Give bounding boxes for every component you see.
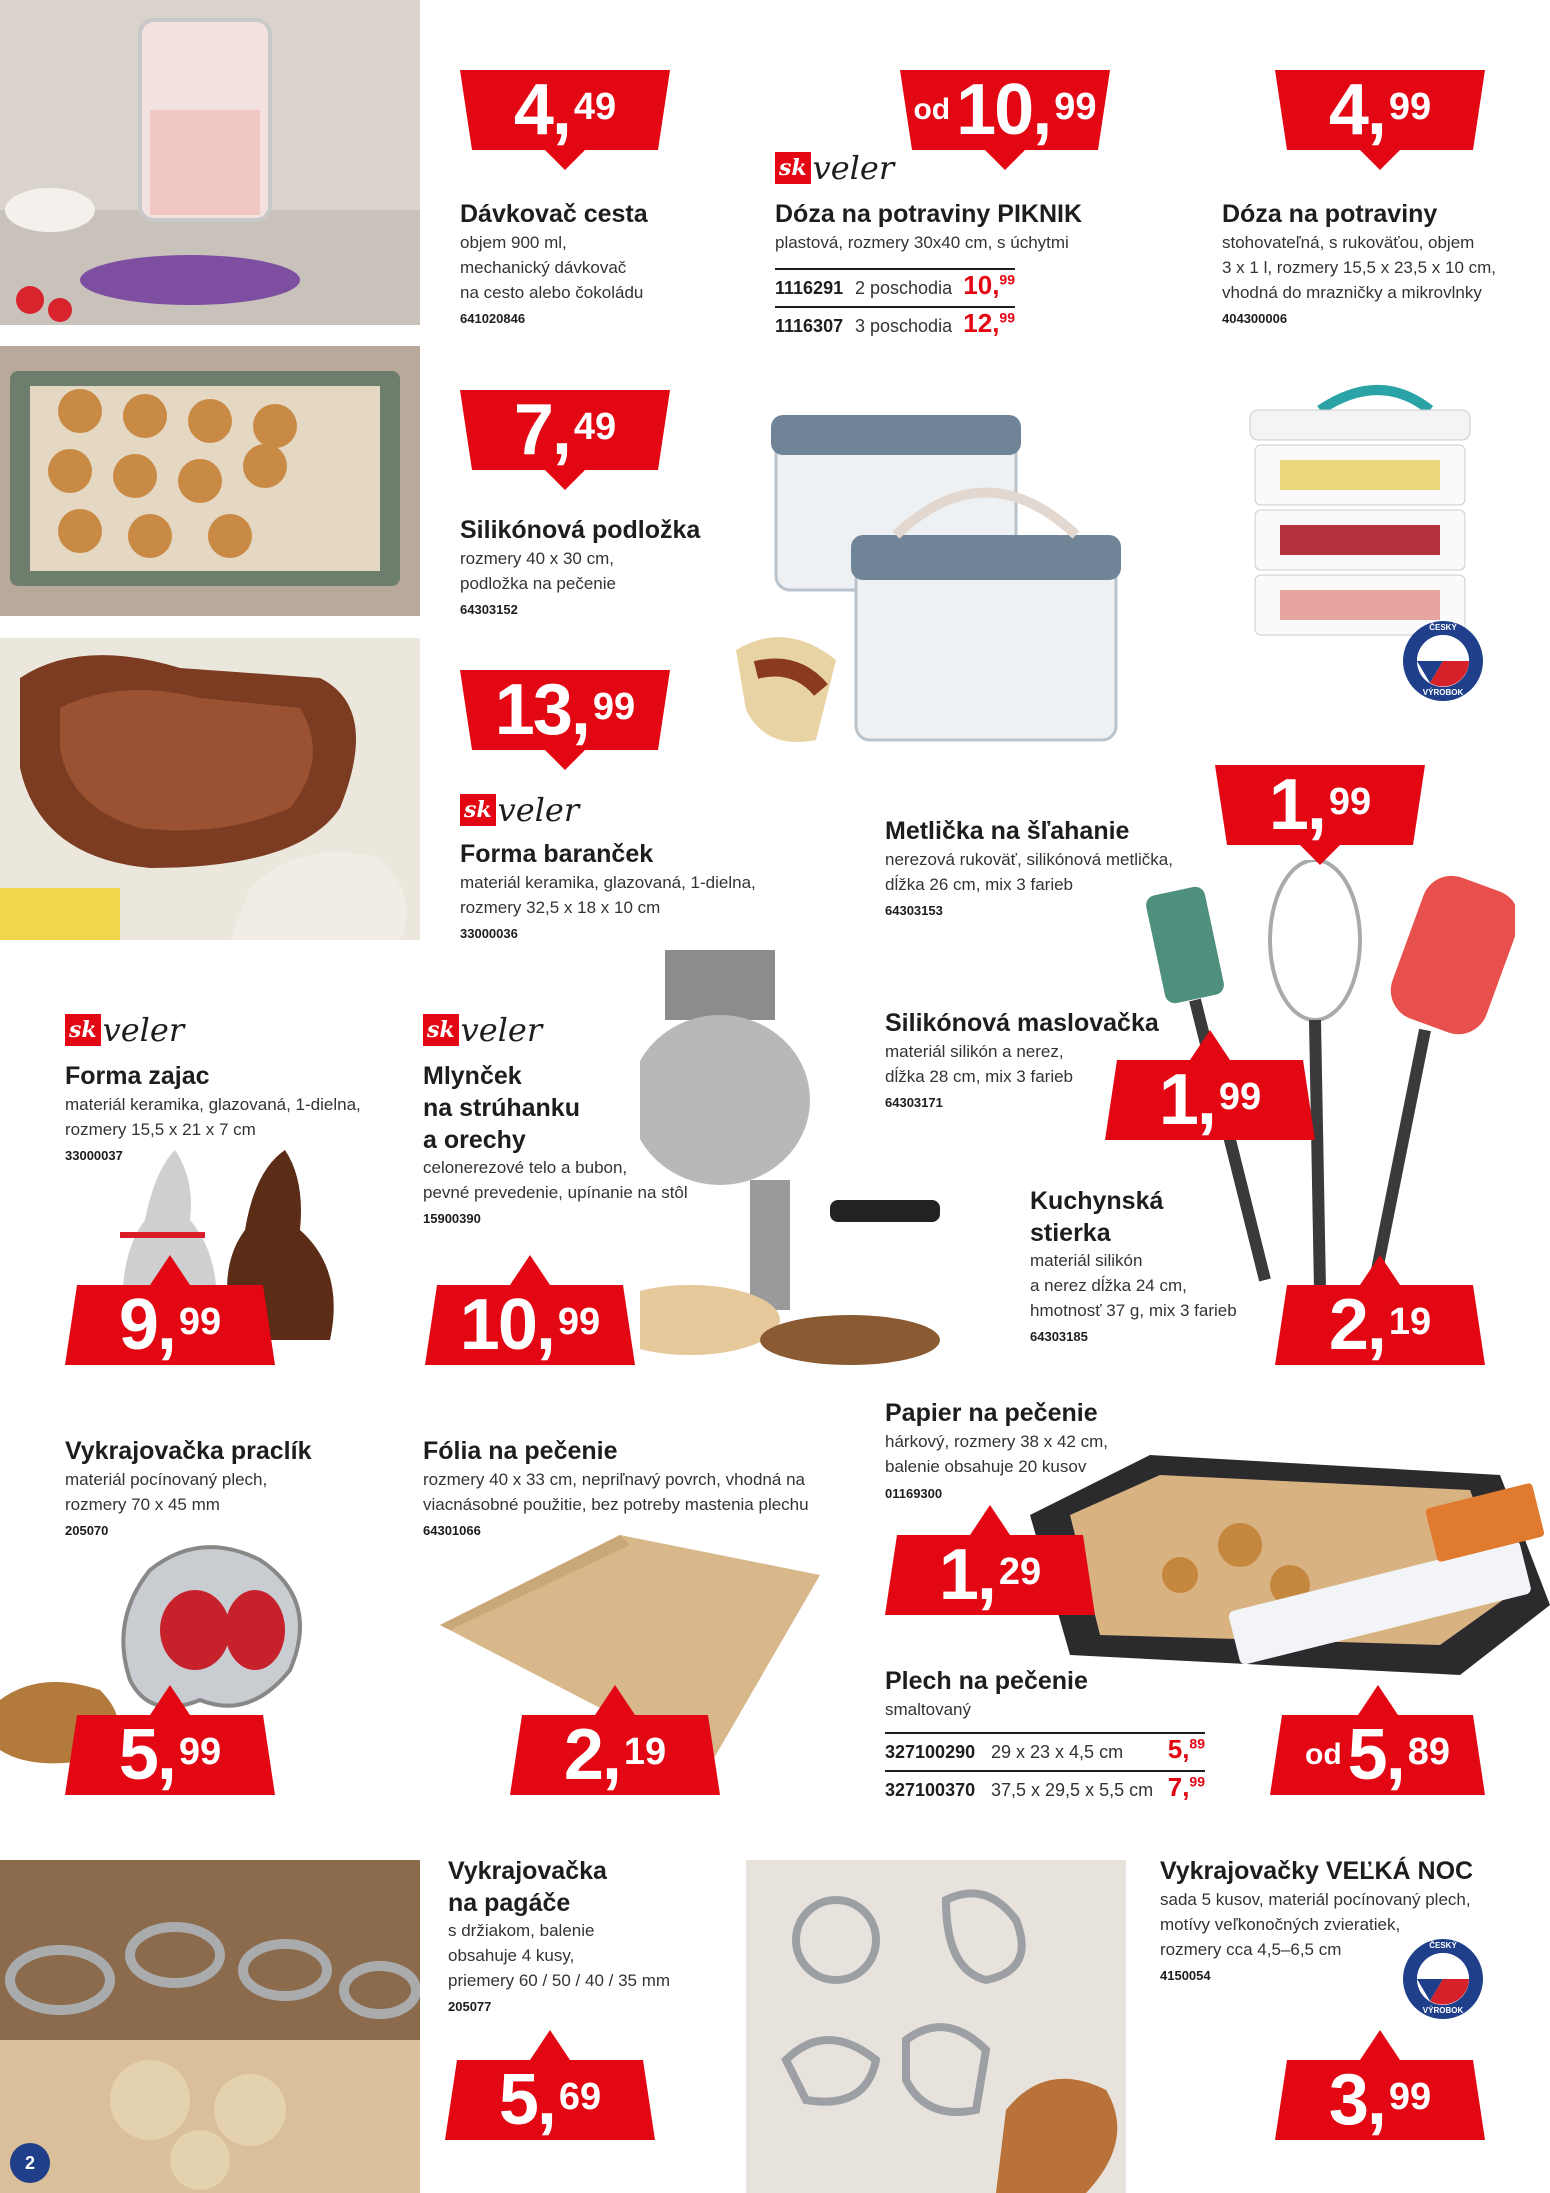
product-title-velka-noc: Vykrajovačky VEĽKÁ NOC <box>1160 1857 1474 1885</box>
brand-logo-skveler: sk veler <box>460 790 579 830</box>
price-tag-baranek: 13 , 99 <box>460 670 670 770</box>
product-desc-plech: smaltovaný <box>885 1700 971 1719</box>
pagace-photo <box>0 1860 420 2193</box>
price-tag-doza: 4 , 99 <box>1275 70 1485 170</box>
product-title-doza: Dóza na potraviny <box>1222 200 1438 228</box>
product-title-baranek: Forma baranček <box>460 840 654 868</box>
price-tag-maslovacka: 1 , 99 <box>1105 1030 1315 1140</box>
doza-photo <box>1240 370 1480 660</box>
price-tag-praclik: 5 , 99 <box>65 1685 275 1795</box>
product-desc-doza: stohovateľná, s rukoväťou, objem 3 x 1 l, rozmery 15,5 x 23,5 x 10 cm, vhodná do mrazničky a mikrovlnky <box>1222 233 1497 302</box>
product-desc-folia: rozmery 40 x 33 cm, nepriľnavý povrch, vhodná na viacnásobné použitie, bez potreby mastenia plechu <box>423 1470 809 1514</box>
product-desc-stierka: materiál silikón a nerez dĺžka 24 cm, hmotnosť 37 g, mix 3 farieb <box>1030 1251 1237 1320</box>
product-title-stierka: Kuchynská stierka <box>1030 1187 1164 1247</box>
product-code-mlyncek: 15900390 <box>423 1211 481 1226</box>
product-code-stierka: 64303185 <box>1030 1329 1088 1344</box>
price-tag-plech: od 5 , 89 <box>1270 1685 1485 1795</box>
brand-logo-skveler: sk veler <box>65 1010 184 1050</box>
product-desc-praclik: materiál pocínovaný plech, rozmery 70 x 45 mm <box>65 1470 268 1514</box>
price-tag-doza-piknik: od 10 , 99 <box>900 70 1110 170</box>
cesky-vyrobok-badge: ČESKÝ VÝROBOK <box>1402 1938 1484 2020</box>
product-code-velka-noc: 4150054 <box>1160 1968 1211 1983</box>
price-tag-pagace: 5 , 69 <box>445 2030 655 2140</box>
product-title-pagace: Vykrajovačka na pagáče <box>448 1857 607 1917</box>
velka-noc-photo <box>746 1860 1126 2193</box>
product-code-maslovacka: 64303171 <box>885 1095 943 1110</box>
product-desc-podlozka: rozmery 40 x 30 cm, podložka na pečenie <box>460 549 616 593</box>
brand-logo-skveler: sk veler <box>423 1010 542 1050</box>
variant-table-plech <box>885 1732 1205 1808</box>
cesky-vyrobok-badge: ČESKÝ VÝROBOK <box>1402 620 1484 702</box>
podlozka-photo <box>0 346 420 616</box>
variant-row: 327100370 37,5 x 29,5 x 5,5 cm 7,99 <box>885 1770 1205 1808</box>
product-desc-baranek: materiál keramika, glazovaná, 1-dielna, rozmery 32,5 x 18 x 10 cm <box>460 873 756 917</box>
product-desc-maslovacka: materiál silikón a nerez, dĺžka 28 cm, mix 3 farieb <box>885 1042 1074 1086</box>
product-code-folia: 64301066 <box>423 1523 481 1538</box>
product-title-doza-piknik: Dóza na potraviny PIKNIK <box>775 200 1082 228</box>
product-code-papier: 01169300 <box>885 1486 943 1501</box>
variant-row: 327100290 29 x 23 x 4,5 cm 5,89 <box>885 1732 1205 1770</box>
product-code-pagace: 205077 <box>448 1999 492 2014</box>
product-code-zajac: 33000037 <box>65 1148 123 1163</box>
price-tag-stierka: 2 , 19 <box>1275 1255 1485 1365</box>
price-tag-velka-noc: 3 , 99 <box>1275 2030 1485 2140</box>
product-desc-metlicka: nerezová rukoväť, silikónová metlička, dĺžka 26 cm, mix 3 farieb <box>885 850 1173 894</box>
variant-table-doza-piknik <box>775 268 1015 344</box>
plech-photo <box>1030 1455 1550 1675</box>
product-title-metlicka: Metlička na šľahanie <box>885 817 1130 845</box>
product-desc-mlyncek: celonerezové telo a bubon, pevné prevedenie, upínanie na stôl <box>423 1158 688 1202</box>
product-desc-zajac: materiál keramika, glazovaná, 1-dielna, rozmery 15,5 x 21 x 7 cm <box>65 1095 361 1139</box>
product-desc-davkovac: objem 900 ml, mechanický dávkovač na cesto alebo čokoládu <box>460 233 644 302</box>
page-number: 2 <box>10 2143 50 2183</box>
price-tag-podlozka: 7 , 49 <box>460 390 670 490</box>
price-tag-folia: 2 , 19 <box>510 1685 720 1795</box>
price-tag-metlicka: 1 , 99 <box>1215 765 1425 865</box>
baranek-photo <box>0 638 420 940</box>
price-tag-papier: 1 , 29 <box>885 1505 1095 1615</box>
price-tag-zajac: 9 , 99 <box>65 1255 275 1365</box>
product-title-mlyncek: Mlynček na strúhanku a orechy <box>423 1062 580 1154</box>
product-desc-doza-piknik: plastová, rozmery 30x40 cm, s úchytmi <box>775 233 1069 252</box>
davkovac-photo <box>0 0 420 325</box>
product-code-baranek: 33000036 <box>460 926 518 941</box>
product-code-metlicka: 64303153 <box>885 903 943 918</box>
product-code-davkovac: 641020846 <box>460 311 526 326</box>
product-code-podlozka: 64303152 <box>460 602 518 617</box>
product-title-praclik: Vykrajovačka praclík <box>65 1437 312 1465</box>
variant-row: 1116291 2 poschodia 10,99 <box>775 268 1015 306</box>
product-title-podlozka: Silikónová podložka <box>460 516 701 544</box>
product-code-doza: 404300006 <box>1222 311 1288 326</box>
product-title-plech: Plech na pečenie <box>885 1667 1088 1695</box>
doza-piknik-photo <box>726 370 1176 790</box>
product-desc-papier: hárkový, rozmery 38 x 42 cm, balenie obsahuje 20 kusov <box>885 1432 1108 1476</box>
product-desc-velka-noc: sada 5 kusov, materiál pocínovaný plech, motívy veľkonočných zvieratiek, rozmery cca 4,5–6,5 cm <box>1160 1890 1471 1959</box>
product-title-papier: Papier na pečenie <box>885 1399 1098 1427</box>
variant-row: 1116307 3 poschodia 12,99 <box>775 306 1015 344</box>
product-title-davkovac: Dávkovač cesta <box>460 200 648 228</box>
product-title-folia: Fólia na pečenie <box>423 1437 618 1465</box>
brand-logo-skveler: sk veler <box>775 148 894 188</box>
product-code-praclik: 205070 <box>65 1523 109 1538</box>
price-tag-mlyncek: 10 , 99 <box>425 1255 635 1365</box>
product-title-zajac: Forma zajac <box>65 1062 210 1090</box>
product-desc-pagace: s držiakom, balenie obsahuje 4 kusy, priemery 60 / 50 / 40 / 35 mm <box>448 1921 671 1990</box>
price-tag-davkovac: 4 , 49 <box>460 70 670 170</box>
product-title-maslovacka: Silikónová maslovačka <box>885 1009 1159 1037</box>
